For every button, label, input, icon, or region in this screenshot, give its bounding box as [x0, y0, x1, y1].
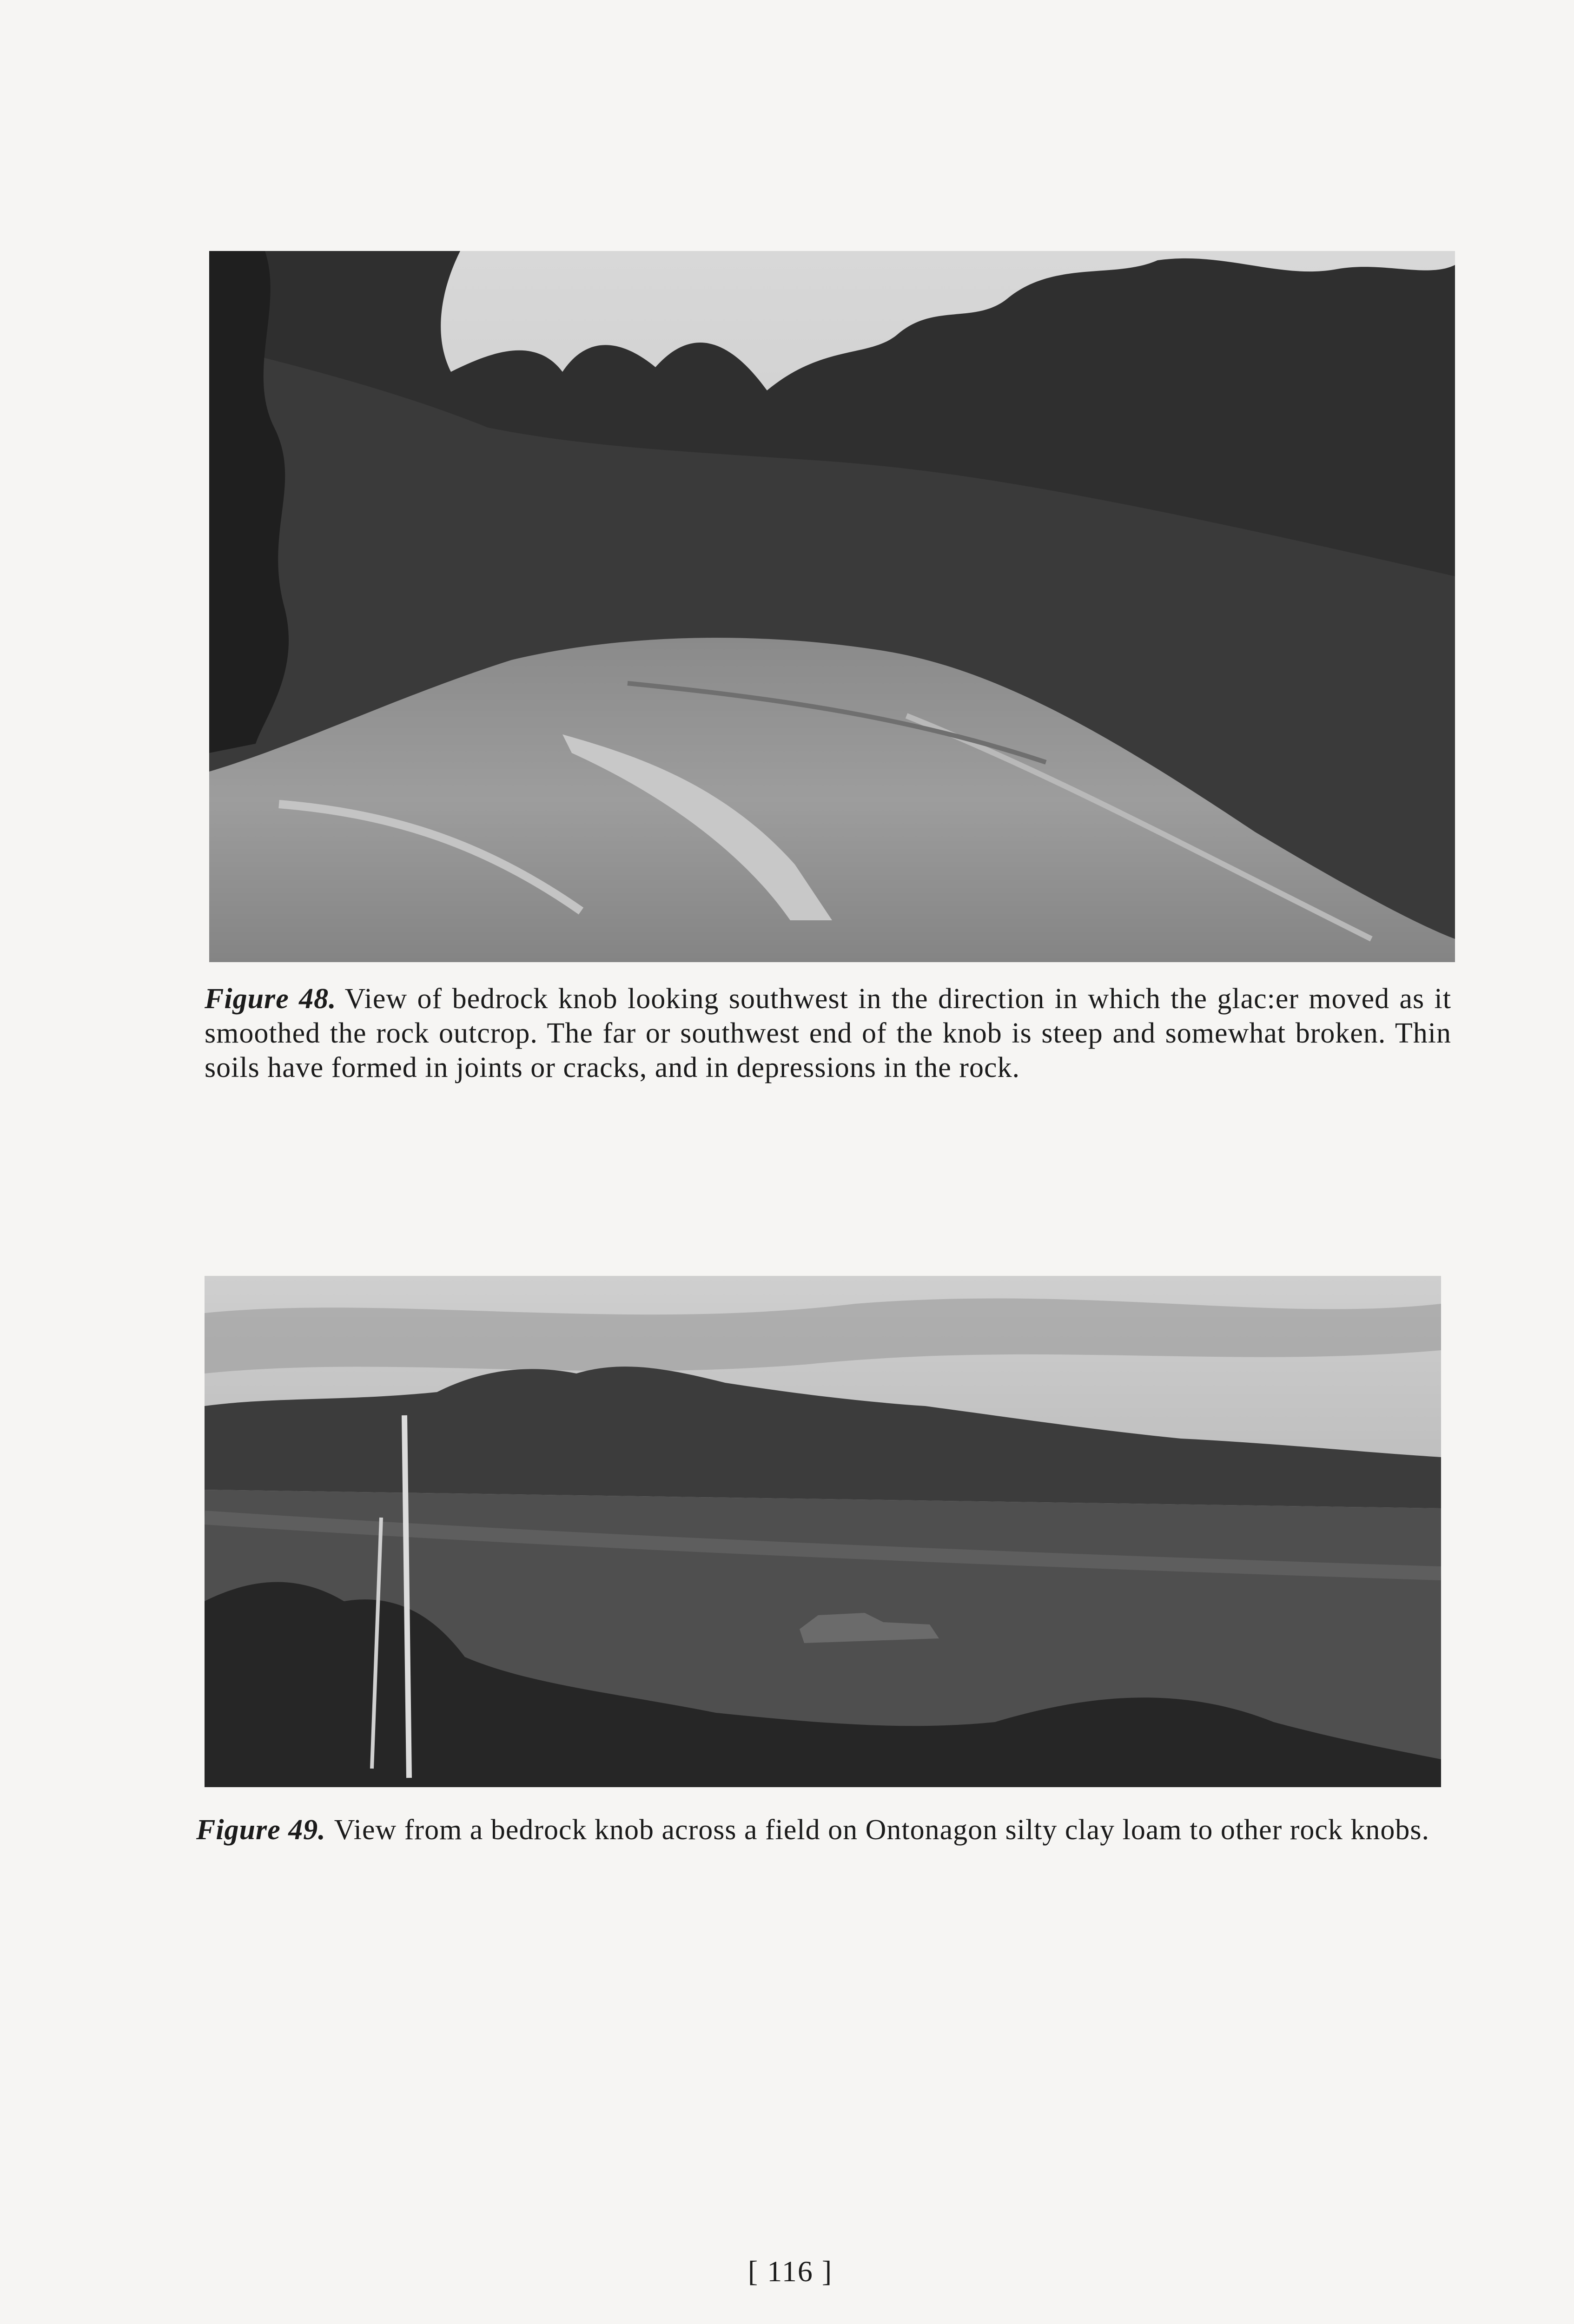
figure-49-caption: [196, 1813, 1446, 1847]
bedrock-knob-photo: [209, 251, 1455, 962]
figure-48-label: Figure 48.: [205, 983, 337, 1015]
figure-48-photo: [209, 251, 1455, 962]
figure-48-text: View of bedrock knob looking southwest in the direction in which the glac:er moved as it smoothed the rock outcrop. The far or southwest end of the knob is steep and somewhat broken. Thin soils have formed in joints or cracks, and in depressions in the rock.: [205, 983, 1451, 1083]
figure-49-text: View from a bedrock knob across a field on Ontonagon silty clay loam to other rock knobs.: [334, 1814, 1430, 1846]
figure-49-photo: [205, 1276, 1441, 1787]
page-number: [ 116 ]: [747, 2255, 833, 2288]
figure-49-label: Figure 49.: [196, 1814, 326, 1846]
field-landscape-photo: [205, 1276, 1441, 1787]
figure-48-caption: [205, 982, 1451, 1085]
